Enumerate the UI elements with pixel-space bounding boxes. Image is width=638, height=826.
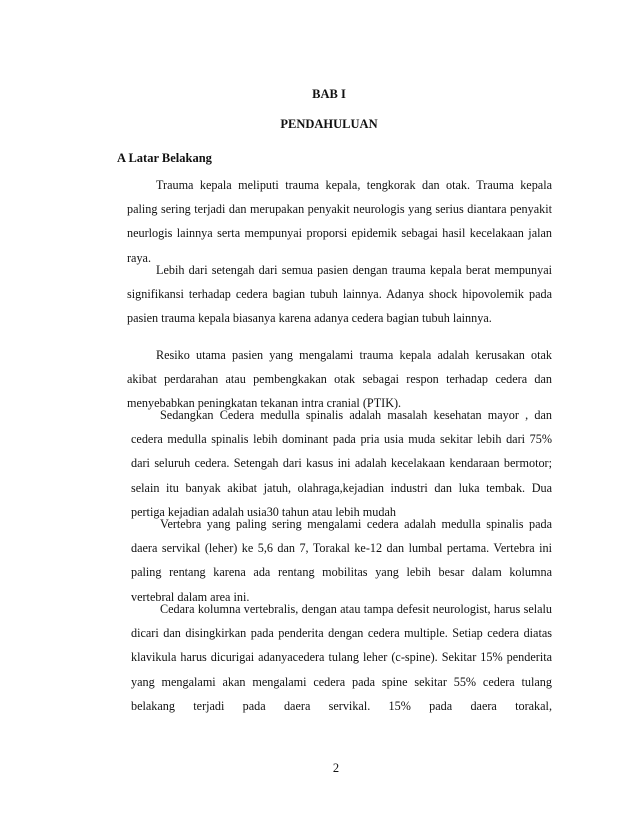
chapter-number: BAB I [312,87,346,101]
body-paragraph: Resiko utama pasien yang mengalami trauma kepala adalah kerusakan otak akibat perdarahan atau pembengkakan otak sebagai respon terhadap cedera dan menyebabkan peningkatan tekanan intra cranial (PTIK). [127,348,552,411]
chapter-title: PENDAHULUAN [280,117,378,131]
body-paragraph: Vertebra yang paling sering mengalami cedera adalah medulla spinalis pada daera servikal (leher) ke 5,6 dan 7, Torakal ke-12 dan lumbal pertama. Vertebra ini paling rentang karena ada rentang mobilitas yang lebih besar dalam kolumna vertebral dalam area ini. [131,517,552,604]
body-paragraph: Lebih dari setengah dari semua pasien dengan trauma kepala berat mempunyai signifikansi terhadap cedera bagian tubuh lainnya. Adanya shock hipovolemik pada pasien trauma kepala biasanya karena adanya cedera bagian tubuh lainnya. [127,263,552,326]
body-paragraph: Trauma kepala meliputi trauma kepala, tengkorak dan otak. Trauma kepala paling sering terjadi dan merupakan penyakit neurologis yang serius diantara penyakit neurlogis lainnya serta mempunyai proporsi epidemik sebagai hasil kecelakaan jalan raya. [127,178,552,265]
body-paragraph: Sedangkan Cedera medulla spinalis adalah masalah kesehatan mayor , dan cedera medulla spinalis lebih dominant pada pria usia muda sekitar lebih dari 75% dari seluruh cedera. Setengah dari kasus ini adalah kecelakaan kendaraan bermotor; selain itu banyak akibat jatuh, olahraga,kejadian industri dan luka tembak. Dua pertiga kejadian adalah usia30 tahun atau lebih mudah [131,408,552,519]
body-paragraph: Cedara kolumna vertebralis, dengan atau tampa defesit neurologist, harus selalu dicari dan disingkirkan pada penderita dengan cedera multiple. Setiap cedera diatas klavikula harus dicurigai adanyacedera tulang leher (c-spine). Sekitar 15% penderita yang mengalami akan mengalami cedera pada spine sekitar 55% cedera tulang belakang terjadi pada daera servikal. 15% pada daera torakal, [131,602,552,713]
section-title: A Latar Belakang [117,151,212,165]
page-number: 2 [332,761,340,775]
